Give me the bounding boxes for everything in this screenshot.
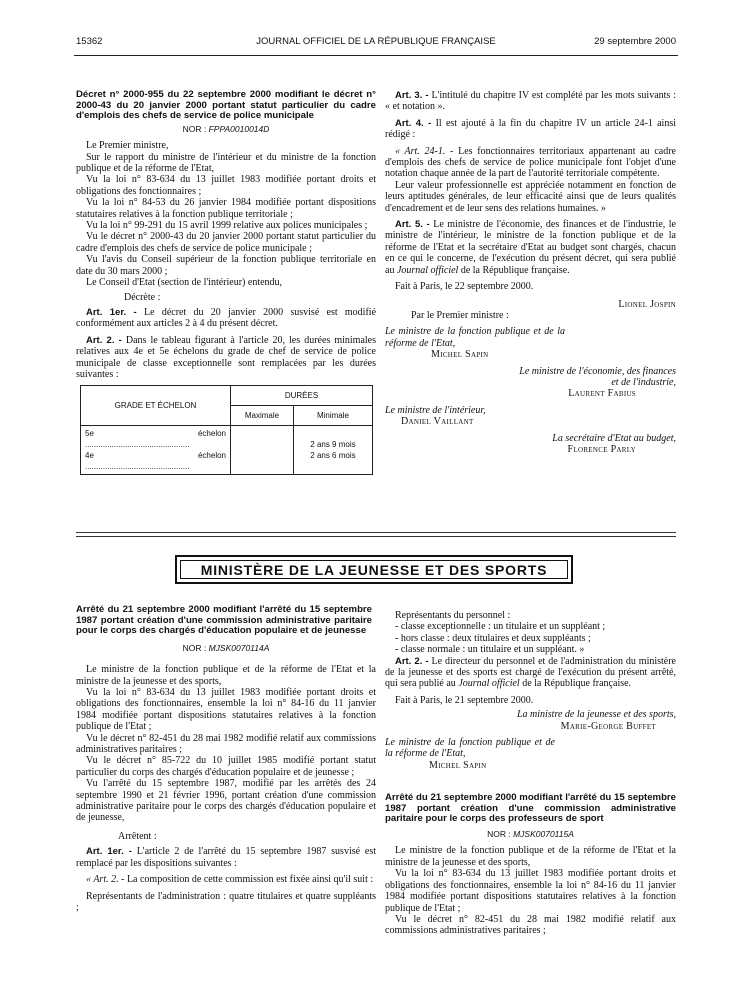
par-premier-ministre: Par le Premier ministre : xyxy=(411,309,509,321)
signature-role: La secrétaire d'Etat au budget, xyxy=(552,432,676,444)
decret-para: Vu l'avis du Conseil supérieur de la fonction publique territoriale en date du 30 mars 2000 ; xyxy=(76,254,376,277)
header-rule xyxy=(74,55,678,56)
signature-role: La ministre de la jeunesse et des sports, xyxy=(516,709,676,721)
journal-title: JOURNAL OFFICIEL DE LA RÉPUBLIQUE FRANÇAISE xyxy=(256,36,496,47)
decrete-label: Décrète : xyxy=(124,292,161,304)
decret-art3: Art. 3. - L'intitulé du chapitre IV est complété par les mots suivants : « et notation ». xyxy=(385,90,676,113)
table-cell: 2 ans 6 mois xyxy=(310,451,356,461)
arrete-2-nor: NOR : MJSK0070115A xyxy=(487,829,574,840)
table-cell: 2 ans 9 mois xyxy=(310,440,356,450)
arrete-1-para: Le ministre de la fonction publique et de la réforme de l'Etat et la ministre de la jeunesse et des sports, xyxy=(76,664,376,687)
table-header-durees: DURÉES xyxy=(231,386,373,406)
arrete-1-para: Vu le décret n° 82-451 du 28 mai 1982 modifié relatif aux commissions administratives paritaires ; xyxy=(76,732,376,756)
decret-nor: NOR : FPPA0010014D xyxy=(182,123,270,134)
table-header-grade: GRADE ET ÉCHELON xyxy=(81,386,231,426)
table-row-mins xyxy=(293,426,372,475)
arrete-2-para: Le ministre de la fonction publique et de la réforme de l'Etat et la ministre de la jeunesse et des sports, xyxy=(385,845,676,868)
decret-para: Le Conseil d'Etat (section de l'intérieur) entendu, xyxy=(86,277,283,289)
decret-para: Le Premier ministre, xyxy=(86,140,169,152)
arrete-1-title: Arrêté du 21 septembre 2000 modifiant l'arrêté du 15 septembre 1987 portant création d'une commission administrative paritaire pour le corps des chargés d'éducation populaire et de jeunesse xyxy=(76,604,372,637)
arrete-1-rep-admin: Représentants de l'administration : quatre titulaires et quatre suppléants ; xyxy=(76,890,376,913)
decret-art2: Art. 2. - Dans le tableau figurant à l'article 20, les durées minimales relatives aux 4e et 5e échelons du grade de chef de service de police municipale de classe exceptionnelle sont remplacées par les durées suivantes : xyxy=(76,334,376,380)
arrete-1-art2-quote: « Art. 2. - La composition de cette commission est fixée ainsi qu'il suit : xyxy=(86,874,374,886)
signature-name: Daniel Vaillant xyxy=(401,416,474,428)
decret-para: Vu la loi n° 99-291 du 15 avril 1999 relative aux polices municipales ; xyxy=(86,220,368,232)
signature-role: Le ministre de l'intérieur, xyxy=(385,404,486,416)
arrete-1-fait: Fait à Paris, le 21 septembre 2000. xyxy=(395,694,534,706)
table-row-labels xyxy=(81,426,231,475)
section-divider xyxy=(76,532,676,533)
class-item: - classe normale : un titulaire et un suppléant. » xyxy=(395,644,585,656)
signature-name: Michel Sapin xyxy=(429,759,487,771)
decret-para: Sur le rapport du ministre de l'intérieur et du ministre de la fonction publique et de la réforme de l'Etat, xyxy=(76,151,376,174)
arrete-1-art2: Art. 2. - Le directeur du personnel et de l'administration du ministère de la jeunesse et des sports est chargé de l'exécution du présent arrêté, qui sera publié au Journal officiel de la République française. xyxy=(385,655,676,690)
page-number: 15362 xyxy=(76,36,103,47)
durations-table xyxy=(80,385,373,475)
signature-name: Michel Sapin xyxy=(431,349,489,361)
decret-art4: Art. 4. - Il est ajouté à la fin du chapitre IV un article 24-1 ainsi rédigé : xyxy=(385,117,677,141)
signature-name: Laurent Fabius xyxy=(568,388,636,400)
table-cell: 5e échelon ............................................... xyxy=(85,429,226,450)
table-cell-max xyxy=(231,426,294,475)
signature-role: Le ministre de la fonction publique et de la réforme de l'Etat, xyxy=(385,326,565,349)
issue-date: 29 septembre 2000 xyxy=(594,36,676,47)
decret-title: Décret n° 2000-955 du 22 septembre 2000 modifiant le décret n° 2000-43 du 20 janvier 2000 portant statut particulier du cadre d'emplois des chefs de service de police municipale xyxy=(76,89,376,122)
table-cell: 4e échelon ............................................... xyxy=(85,451,226,472)
signature-pm: Lionel Jospin xyxy=(618,298,676,310)
decret-art1: Art. 1er. - Le décret du 20 janvier 2000 susvisé est modifié conformément aux articles 2 à 4 du présent décret. xyxy=(76,306,377,330)
decret-fait: Fait à Paris, le 22 septembre 2000. xyxy=(395,281,534,293)
arrete-2-para: Vu la loi n° 83-634 du 13 juillet 1983 modifiée portant droits et obligations des fonctionnaires, ensemble la loi n° 84-16 du 11 janvier 1984 modifiée portant dispositions statutaires relatives à la fonction publique de l'Etat ; xyxy=(385,868,676,914)
decret-para: Vu le décret n° 2000-43 du 20 janvier 2000 portant statut particulier du cadre d'emplois des chefs de service de police municipale ; xyxy=(76,231,376,254)
signature-name: Marie-George Buffet xyxy=(560,720,656,732)
decret-para: Vu la loi n° 83-634 du 13 juillet 1983 modifiée portant droits et obligations des fonctionnaires ; xyxy=(76,174,376,197)
table-header-min: Minimale xyxy=(293,406,372,426)
arrete-1-para: Vu l'arrêté du 15 septembre 1987, modifié par les arrêtés des 24 septembre 1990 et 21 février 1996, portant création d'une commission administrative paritaire pour le corps des chargés d'éducation populaire et de jeunesse, xyxy=(76,778,376,824)
arrete-1-rep-perso: Représentants du personnel : xyxy=(395,610,511,621)
signature-role: Le ministre de l'économie, des finances et de l'industrie, xyxy=(519,365,676,388)
arrete-1-para: Vu la loi n° 83-634 du 13 juillet 1983 modifiée portant droits et obligations des fonctionnaires, ensemble la loi n° 84-16 du 11 janvier 1984 modifiée portant dispositions statutaires relatives à la fonction publique de l'Etat ; xyxy=(76,687,376,733)
ministry-banner-text: MINISTÈRE DE LA JEUNESSE ET DES SPORTS xyxy=(180,560,568,579)
decret-art5: Art. 5. - Le ministre de l'économie, des finances et de l'industrie, le ministre de l'intérieur, le ministre de la fonction publique et de la réforme de l'Etat et la secrétaire d'Etat au budget sont chargés, chacun en ce qui le concerne, de l'exécution du présent décret, qui sera publié au Journal officiel de la République française. xyxy=(385,219,676,276)
table-header-max: Maximale xyxy=(231,406,294,426)
signature-role: Le ministre de la fonction publique et de la réforme de l'Etat, xyxy=(385,737,555,760)
class-item: - hors classe : deux titulaires et deux suppléants ; xyxy=(395,632,591,644)
class-item: - classe exceptionnelle : un titulaire et un suppléant ; xyxy=(395,621,606,633)
page-header xyxy=(76,36,676,52)
arrete-2-title: Arrêté du 21 septembre 2000 modifiant l'arrêté du 15 septembre 1987 portant création d'une commission administrative paritaire pour le corps des professeurs de sport xyxy=(385,792,676,825)
signature-name: Florence Parly xyxy=(567,443,636,455)
arrete-1-column xyxy=(76,605,376,913)
decret-para: Vu la loi n° 84-53 du 26 janvier 1984 modifiée portant dispositions statutaires relatives à la fonction publique territoriale ; xyxy=(76,197,376,220)
section-divider xyxy=(76,536,676,537)
arrete-1-para: Vu le décret n° 85-722 du 10 juillet 1985 modifié portant statut particulier du corps des chargés d'éducation populaire et de jeunesse ; xyxy=(76,755,376,778)
arrete-2-para: Vu le décret n° 82-451 du 28 mai 1982 modifié relatif aux commissions administratives paritaires ; xyxy=(385,913,676,937)
ministry-banner xyxy=(175,555,573,584)
decret-955-column xyxy=(76,90,376,475)
decret-955-column-right xyxy=(385,90,676,455)
arrete-1-column-right xyxy=(385,610,676,937)
arretent-label: Arrêtent : xyxy=(118,830,157,842)
decret-art241-para2: Leur valeur professionnelle est appréciée notamment en fonction de leurs aptitudes générales, de leur efficacité ainsi que de leurs qualités d'encadrement et de leur sens des relations humaines. » xyxy=(385,179,676,214)
arrete-1-nor: NOR : MJSK0070114A xyxy=(182,642,270,653)
arrete-1-art1: Art. 1er. - L'article 2 de l'arrêté du 15 septembre 1987 susvisé est remplacé par les dispositions suivantes : xyxy=(76,846,376,869)
decret-art241: « Art. 24-1. - Les fonctionnaires territoriaux appartenant au cadre d'emplois des chefs de service de police municipale font l'objet d'une notation chaque année de la part de l'autorité territoriale compétente. xyxy=(385,145,676,180)
